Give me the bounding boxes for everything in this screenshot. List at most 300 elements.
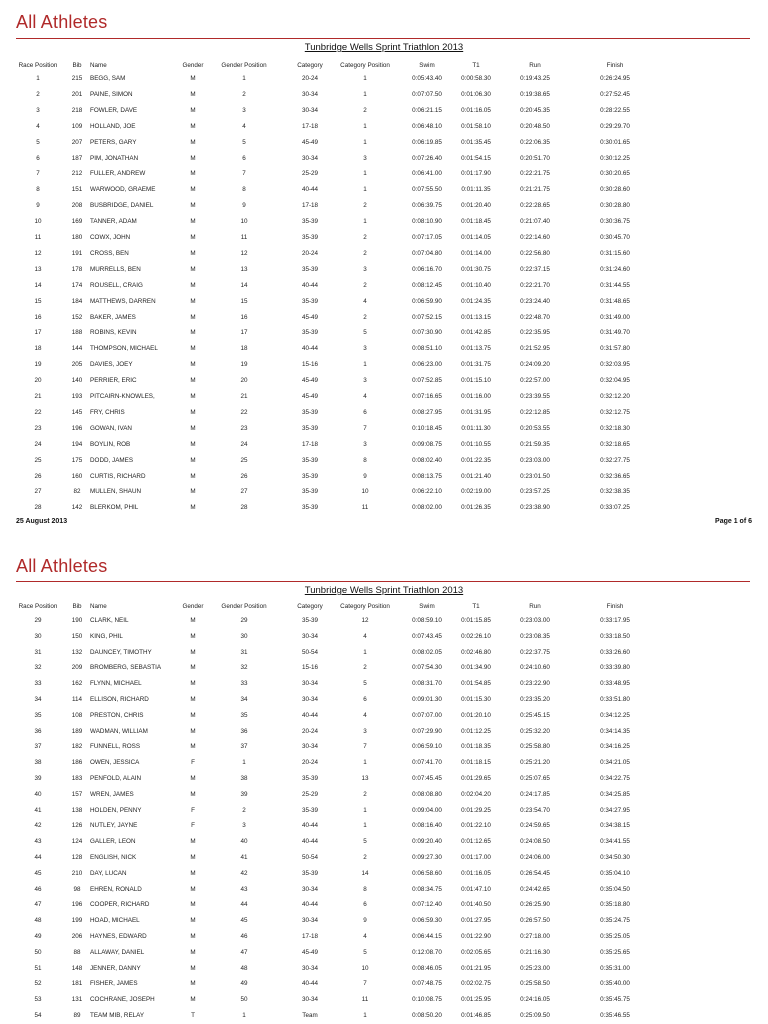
table-row (0, 184, 768, 196)
cell-gender-position: 25 (240, 456, 248, 464)
cell-gender: M (190, 345, 196, 353)
cell-bib: 178 (71, 265, 83, 273)
cell-t1: 0:02:02.75 (461, 980, 491, 988)
cell-name: FULLER, ANDREW (90, 170, 146, 178)
cell-gender: M (190, 948, 196, 956)
cell-gender: M (190, 980, 196, 988)
cell-gender-position: 22 (240, 408, 248, 416)
cell-name: BUSBRIDGE, DANIEL (90, 202, 154, 210)
cell-swim: 0:06:16.70 (412, 265, 442, 273)
cell-swim: 0:07:16.65 (412, 393, 442, 400)
cell-swim: 0:07:17.05 (412, 234, 442, 241)
cell-run: 0:22:56.80 (520, 249, 550, 257)
cell-gender-position: 34 (240, 696, 248, 703)
cell-category-position: 2 (363, 790, 367, 798)
cell-race-position: 48 (34, 917, 42, 925)
table-row (0, 868, 768, 880)
cell-gender-position: 23 (240, 424, 248, 432)
cell-bib: 157 (71, 790, 83, 798)
cell-bib: 186 (71, 759, 83, 767)
cell-run: 0:25:07.65 (520, 775, 550, 782)
cell-run: 0:24:17.85 (520, 790, 550, 798)
cell-swim: 0:08:34.75 (412, 885, 442, 893)
cell-run: 0:19:38.65 (520, 90, 550, 98)
cell-gender-position: 45 (240, 917, 248, 925)
cell-category: 45-49 (301, 377, 319, 385)
cell-t1: 0:02:04.20 (461, 790, 491, 798)
cell-race-position: 18 (34, 345, 42, 353)
cell-gender: M (190, 901, 196, 909)
cell-finish: 0:33:26.60 (600, 648, 630, 656)
table-row (0, 121, 768, 133)
cell-swim: 0:08:46.05 (412, 964, 442, 972)
cell-category: 30-34 (301, 632, 319, 640)
cell-gender: M (190, 90, 196, 98)
cell-swim: 0:06:59.90 (412, 297, 442, 305)
cell-swim: 0:06:23.00 (412, 361, 442, 369)
cell-t1: 0:01:20.10 (461, 711, 491, 719)
cell-finish: 0:35:04.50 (600, 885, 630, 893)
cell-t1: 0:02:19.00 (461, 488, 491, 496)
table-row (0, 931, 768, 943)
cell-finish: 0:32:12.20 (600, 393, 630, 400)
cell-name: FOWLER, DAVE (90, 106, 138, 114)
cell-race-position: 17 (34, 329, 42, 337)
cell-category: 17-18 (301, 122, 319, 130)
cell-name: DODD, JAMES (90, 456, 134, 464)
cell-finish: 0:31:49.70 (600, 329, 630, 337)
cell-race-position: 33 (34, 680, 42, 688)
cell-category: 35-39 (301, 456, 319, 464)
table-row (0, 963, 768, 975)
cell-gender-position: 13 (240, 265, 248, 273)
cell-run: 0:23:39.55 (520, 393, 550, 400)
table-row (0, 455, 768, 467)
cell-t1: 0:01:15.85 (461, 617, 491, 624)
cell-name: BEGG, SAM (90, 75, 126, 82)
cell-gender-position: 38 (240, 775, 248, 782)
cell-name: JENNER, DANNY (90, 964, 141, 972)
table-row (0, 423, 768, 435)
cell-name: COCHRANE, JOSEPH (90, 996, 155, 1004)
column-header-bib: Bib (72, 62, 82, 69)
cell-gender: M (190, 472, 196, 480)
table-row (0, 200, 768, 212)
cell-swim: 0:06:44.15 (412, 933, 442, 940)
cell-run: 0:21:52.95 (520, 345, 550, 353)
cell-race-position: 13 (34, 265, 42, 273)
cell-t1: 0:01:35.45 (461, 138, 491, 146)
cell-category: 15-16 (301, 361, 319, 369)
table-row (0, 836, 768, 848)
cell-name: PITCAIRN-KNOWLES, (90, 393, 155, 400)
cell-category: 35-39 (301, 472, 319, 480)
cell-swim: 0:09:27.30 (412, 854, 442, 861)
cell-run: 0:20:45.35 (520, 106, 550, 114)
table-row (0, 726, 768, 738)
cell-race-position: 5 (36, 138, 40, 146)
cell-finish: 0:31:15.60 (600, 249, 630, 257)
cell-t1: 0:01:12.65 (461, 838, 491, 846)
cell-category-position: 1 (363, 186, 367, 194)
cell-category: 20-24 (301, 75, 319, 82)
cell-category-position: 1 (363, 122, 367, 130)
table-row (0, 89, 768, 101)
cell-gender-position: 10 (240, 218, 248, 226)
cell-bib: 150 (71, 632, 83, 640)
cell-bib: 206 (71, 933, 83, 940)
cell-category: Team (302, 1012, 318, 1019)
cell-race-position: 20 (34, 377, 42, 385)
cell-t1: 0:01:26.35 (461, 504, 491, 512)
cell-run: 0:23:01.50 (520, 472, 550, 480)
cell-category-position: 2 (363, 202, 367, 210)
cell-name: FRY, CHRIS (90, 408, 125, 416)
cell-swim: 0:08:02.05 (412, 648, 442, 656)
cell-t1: 0:02:46.80 (461, 648, 491, 656)
cell-category-position: 1 (363, 806, 367, 814)
cell-t1: 0:01:58.10 (461, 122, 491, 130)
cell-gender: M (190, 170, 196, 178)
cell-t1: 0:01:29.65 (461, 775, 491, 782)
cell-run: 0:24:59.65 (520, 822, 550, 830)
cell-gender-position: 1 (242, 759, 246, 767)
cell-swim: 0:06:59.30 (412, 917, 442, 925)
cell-bib: 108 (71, 711, 83, 719)
cell-bib: 162 (71, 680, 83, 688)
cell-race-position: 39 (34, 775, 42, 782)
cell-swim: 0:08:12.45 (412, 281, 442, 289)
cell-gender: M (190, 933, 196, 940)
cell-gender-position: 8 (242, 186, 246, 194)
cell-race-position: 29 (34, 617, 42, 624)
cell-category: 20-24 (301, 727, 319, 735)
cell-name: CLARK, NEIL (90, 617, 129, 624)
cell-race-position: 10 (34, 218, 42, 226)
cell-race-position: 31 (34, 648, 42, 656)
cell-category: 30-34 (301, 90, 319, 98)
table-row (0, 73, 768, 85)
cell-race-position: 14 (34, 281, 42, 289)
cell-bib: 88 (73, 948, 81, 956)
cell-finish: 0:31:57.80 (600, 345, 630, 353)
column-header-gender-position: Gender Position (221, 603, 267, 610)
cell-swim: 0:07:54.30 (412, 664, 442, 672)
section-heading: All Athletes (16, 12, 108, 32)
cell-swim: 0:08:27.95 (412, 408, 442, 416)
cell-swim: 0:07:48.75 (412, 980, 442, 988)
cell-race-position: 11 (34, 234, 42, 241)
cell-gender: M (190, 234, 196, 241)
cell-category-position: 10 (361, 964, 369, 972)
cell-t1: 0:01:18.45 (461, 218, 491, 226)
cell-swim: 0:06:41.00 (412, 170, 442, 178)
cell-finish: 0:30:12.25 (600, 154, 630, 162)
cell-gender: M (190, 138, 196, 146)
cell-race-position: 19 (34, 361, 42, 369)
table-row (0, 947, 768, 959)
cell-race-position: 43 (34, 838, 42, 846)
cell-race-position: 47 (34, 901, 42, 909)
column-header-finish: Finish (606, 603, 624, 610)
cell-category: 40-44 (301, 901, 319, 909)
cell-gender: M (190, 361, 196, 369)
cell-gender: M (190, 122, 196, 130)
cell-finish: 0:31:49.00 (600, 313, 630, 321)
cell-bib: 82 (73, 488, 81, 496)
cell-category-position: 7 (363, 743, 367, 751)
cell-gender-position: 49 (240, 980, 248, 988)
cell-gender: F (191, 822, 195, 830)
cell-run: 0:25:21.20 (520, 759, 550, 767)
cell-finish: 0:35:45.75 (600, 996, 630, 1004)
cell-run: 0:25:45.15 (520, 711, 550, 719)
cell-swim: 0:07:30.90 (412, 329, 442, 337)
cell-gender: M (190, 297, 196, 305)
cell-name: HOLLAND, JOE (90, 122, 136, 130)
cell-gender: M (190, 393, 196, 400)
cell-t1: 0:01:34.90 (461, 664, 491, 672)
cell-category: 20-24 (301, 249, 319, 257)
cell-race-position: 51 (34, 964, 42, 972)
cell-t1: 0:01:14.05 (461, 234, 491, 241)
cell-bib: 209 (71, 664, 83, 672)
cell-swim: 0:07:52.85 (412, 377, 442, 385)
cell-category-position: 14 (361, 869, 369, 877)
cell-run: 0:27:18.00 (520, 933, 550, 940)
cell-finish: 0:33:17.95 (600, 617, 630, 624)
cell-race-position: 36 (34, 727, 42, 735)
cell-category-position: 1 (363, 822, 367, 830)
cell-swim: 0:07:26.40 (412, 154, 442, 162)
cell-t1: 0:01:10.40 (461, 281, 491, 289)
cell-category-position: 1 (363, 759, 367, 767)
cell-bib: 190 (71, 617, 83, 624)
cell-gender-position: 27 (240, 488, 248, 496)
cell-category-position: 13 (361, 775, 369, 782)
cell-gender-position: 6 (242, 154, 246, 162)
cell-run: 0:24:09.20 (520, 361, 550, 369)
column-header-t1: T1 (472, 603, 480, 610)
table-row (0, 137, 768, 149)
cell-swim: 0:07:45.45 (412, 775, 442, 782)
table-row (0, 439, 768, 451)
cell-category: 45-49 (301, 948, 319, 956)
cell-finish: 0:35:24.75 (600, 917, 630, 925)
cell-category-position: 4 (363, 933, 367, 940)
cell-bib: 132 (71, 648, 83, 656)
cell-category-position: 2 (363, 313, 367, 321)
cell-race-position: 49 (34, 933, 42, 940)
cell-t1: 0:01:22.90 (461, 933, 491, 940)
cell-gender: M (190, 696, 196, 703)
cell-gender: T (191, 1012, 195, 1019)
cell-category-position: 11 (361, 996, 369, 1004)
table-row (0, 694, 768, 706)
cell-gender-position: 11 (240, 234, 248, 241)
cell-gender-position: 3 (242, 106, 246, 114)
cell-gender-position: 37 (240, 743, 248, 751)
cell-name: WADMAN, WILLIAM (90, 727, 148, 735)
cell-bib: 183 (71, 775, 83, 782)
cell-t1: 0:01:47.10 (461, 885, 491, 893)
cell-category-position: 4 (363, 711, 367, 719)
cell-gender-position: 17 (240, 329, 248, 337)
cell-category: 35-39 (301, 806, 319, 814)
cell-swim: 0:06:59.10 (412, 743, 442, 751)
cell-swim: 0:07:07.50 (412, 90, 442, 98)
cell-t1: 0:01:14.00 (461, 249, 491, 257)
cell-category: 17-18 (301, 933, 319, 940)
cell-run: 0:25:32.20 (520, 727, 550, 735)
column-header-run: Run (529, 62, 541, 69)
cell-finish: 0:33:51.80 (600, 696, 630, 703)
cell-bib: 174 (71, 281, 83, 289)
cell-category-position: 3 (363, 727, 367, 735)
cell-swim: 0:09:01.30 (412, 696, 442, 703)
cell-t1: 0:01:15.10 (461, 377, 491, 385)
cell-gender-position: 24 (240, 440, 248, 448)
cell-run: 0:25:58.50 (520, 980, 550, 988)
cell-swim: 0:08:31.70 (412, 680, 442, 688)
cell-race-position: 32 (34, 664, 42, 672)
cell-name: FUNNELL, ROSS (90, 743, 141, 751)
cell-t1: 0:01:12.25 (461, 727, 491, 735)
table-header (0, 60, 768, 72)
cell-bib: 114 (71, 696, 83, 703)
cell-gender: M (190, 664, 196, 672)
cell-gender-position: 19 (240, 361, 248, 369)
cell-run: 0:22:37.75 (520, 648, 550, 656)
cell-gender: M (190, 218, 196, 226)
cell-t1: 0:01:22.10 (461, 822, 491, 830)
cell-category: 35-39 (301, 265, 319, 273)
table-row (0, 312, 768, 324)
cell-bib: 188 (71, 329, 83, 337)
cell-t1: 0:01:16.05 (461, 106, 491, 114)
cell-category: 35-39 (301, 234, 319, 241)
cell-t1: 0:01:18.35 (461, 743, 491, 751)
cell-category: 17-18 (301, 202, 319, 210)
cell-swim: 0:10:08.75 (412, 996, 442, 1004)
cell-bib: 212 (71, 170, 83, 178)
table-row (0, 915, 768, 927)
cell-gender: M (190, 202, 196, 210)
cell-gender: M (190, 648, 196, 656)
cell-race-position: 52 (34, 980, 42, 988)
cell-gender-position: 1 (242, 75, 246, 82)
cell-bib: 208 (71, 202, 83, 210)
cell-swim: 0:08:50.20 (412, 1012, 442, 1019)
cell-gender: M (190, 186, 196, 194)
cell-gender: M (190, 377, 196, 385)
cell-gender-position: 48 (240, 964, 248, 972)
cell-t1: 0:01:42.85 (461, 329, 491, 337)
cell-finish: 0:35:46.55 (600, 1012, 630, 1019)
cell-category-position: 12 (361, 617, 369, 624)
cell-bib: 187 (71, 154, 83, 162)
cell-race-position: 6 (36, 154, 40, 162)
cell-race-position: 16 (34, 313, 42, 321)
cell-gender-position: 43 (240, 885, 248, 893)
cell-swim: 0:09:20.40 (412, 838, 442, 846)
cell-run: 0:19:43.25 (520, 75, 550, 82)
table-row (0, 216, 768, 228)
cell-gender: M (190, 885, 196, 893)
heading-rule (16, 38, 750, 39)
cell-run: 0:22:14.60 (520, 234, 550, 241)
cell-t1: 0:01:27.95 (461, 917, 491, 925)
table-row (0, 978, 768, 990)
cell-swim: 0:07:52.15 (412, 313, 442, 321)
cell-bib: 205 (71, 361, 83, 369)
cell-finish: 0:31:44.55 (600, 281, 630, 289)
table-row (0, 327, 768, 339)
cell-category: 30-34 (301, 743, 319, 751)
cell-bib: 193 (71, 393, 83, 400)
cell-name: ALLAWAY, DANIEL (90, 948, 145, 956)
cell-run: 0:23:57.25 (520, 488, 550, 496)
cell-t1: 0:02:26.10 (461, 632, 491, 640)
cell-bib: 144 (71, 345, 83, 353)
cell-t1: 0:01:24.35 (461, 297, 491, 305)
cell-name: CURTIS, RICHARD (90, 472, 146, 480)
cell-run: 0:25:23.00 (520, 964, 550, 972)
cell-gender: M (190, 281, 196, 289)
cell-finish: 0:32:12.75 (600, 408, 630, 416)
cell-finish: 0:28:22.55 (600, 106, 630, 114)
cell-category: 30-34 (301, 964, 319, 972)
cell-gender: M (190, 456, 196, 464)
cell-name: MULLEN, SHAUN (90, 488, 142, 496)
cell-name: PERRIER, ERIC (90, 377, 137, 385)
table-row (0, 407, 768, 419)
cell-run: 0:26:54.45 (520, 869, 550, 877)
column-header-race-position: Race Position (18, 603, 58, 610)
cell-name: HOLDEN, PENNY (90, 806, 142, 814)
cell-category: 50-54 (301, 854, 319, 861)
cell-bib: 145 (71, 408, 83, 416)
cell-run: 0:23:08.35 (520, 632, 550, 640)
cell-bib: 126 (71, 822, 83, 830)
cell-category: 35-39 (301, 408, 319, 416)
cell-race-position: 53 (34, 996, 42, 1004)
cell-gender-position: 35 (240, 711, 248, 719)
cell-bib: 148 (71, 964, 83, 972)
cell-category-position: 8 (363, 885, 367, 893)
cell-race-position: 26 (34, 472, 42, 480)
cell-category: 35-39 (301, 329, 319, 337)
cell-name: EHREN, RONALD (90, 885, 142, 893)
cell-bib: 194 (71, 440, 83, 448)
cell-t1: 0:00:58.30 (461, 75, 491, 82)
cell-finish: 0:30:28.80 (600, 202, 630, 210)
cell-swim: 0:07:12.40 (412, 901, 442, 909)
cell-finish: 0:32:38.35 (600, 488, 630, 496)
cell-finish: 0:35:31.00 (600, 964, 630, 972)
table-row (0, 375, 768, 387)
cell-name: DAUNCEY, TIMOTHY (90, 648, 152, 656)
cell-gender: M (190, 790, 196, 798)
cell-gender: M (190, 964, 196, 972)
cell-category-position: 3 (363, 440, 367, 448)
cell-finish: 0:32:04.95 (600, 377, 630, 385)
cell-name: HAYNES, EDWARD (90, 933, 147, 940)
cell-name: COOPER, RICHARD (90, 901, 150, 909)
cell-bib: 89 (73, 1012, 81, 1019)
cell-category-position: 7 (363, 424, 367, 432)
cell-swim: 0:06:48.10 (412, 122, 442, 130)
